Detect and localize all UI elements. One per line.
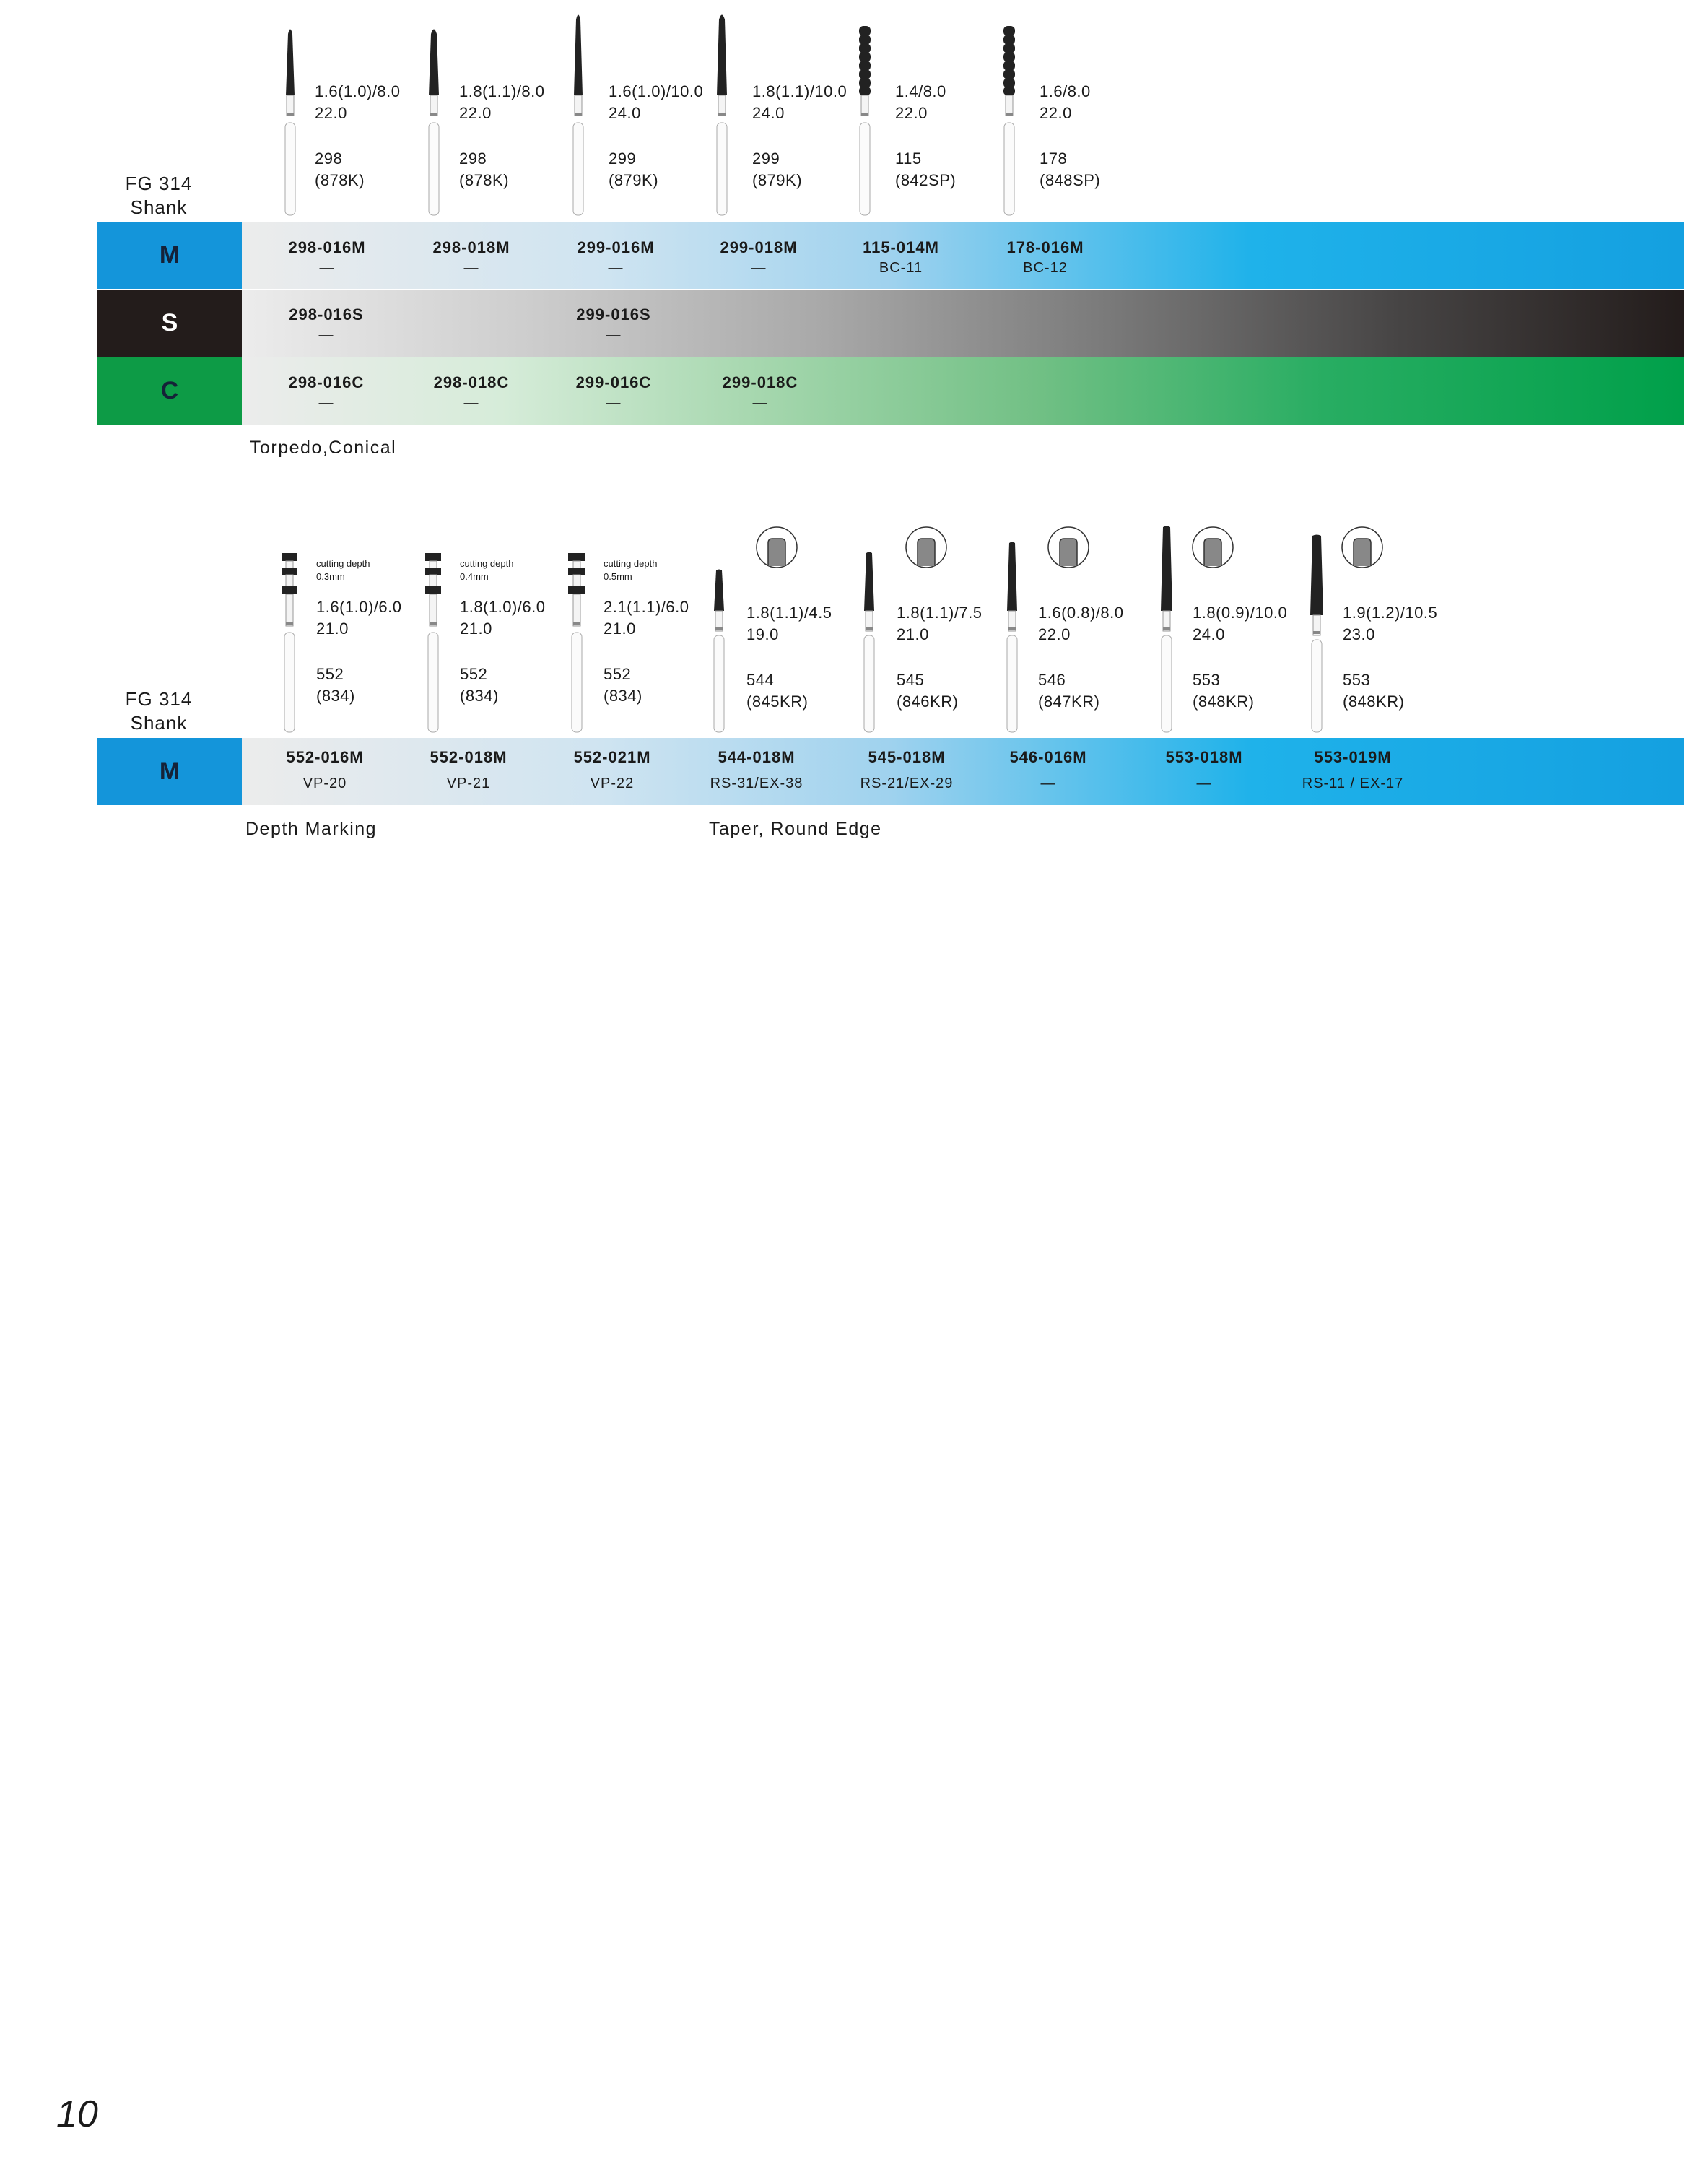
order-code-cell: 553-018M — (1165, 748, 1243, 791)
grit-label: M (97, 222, 242, 289)
order-code-cell: 544-018M RS-31/EX-38 (710, 748, 803, 791)
cutting-depth-label: cutting depth 0.4mm (460, 558, 514, 582)
cutting-depth-label: cutting depth 0.5mm (604, 558, 658, 582)
order-code-cell: 298-016S — (289, 305, 364, 343)
product-spec: 1.6/8.0 22.0 178 (848SP) (1040, 82, 1101, 189)
page-number: 10 (56, 2093, 98, 2135)
section-caption: Taper, Round Edge (709, 819, 882, 839)
order-code-cell: 298-018M — (432, 238, 510, 276)
product-spec: 1.6(1.0)/10.0 24.0 299 (879K) (609, 82, 704, 189)
product-spec: 1.6(1.0)/8.0 22.0 298 (878K) (315, 82, 401, 189)
product-spec: 1.4/8.0 22.0 115 (842SP) (895, 82, 957, 189)
order-code-cell: 299-018M — (720, 238, 798, 276)
round-edge-detail-icon (755, 526, 798, 569)
order-code-cell: 552-018M VP-21 (430, 748, 507, 791)
order-code-cell: 299-016C — (575, 373, 652, 411)
bur-torpedo-long-illustration (709, 9, 735, 217)
order-code-cell: 299-018C — (722, 373, 798, 411)
round-edge-detail-icon (905, 526, 948, 569)
product-spec: 1.8(1.0)/6.0 21.0 552 (834) (460, 598, 546, 705)
order-code-cell: 546-016M — (1009, 748, 1087, 791)
section-caption: Depth Marking (245, 819, 378, 839)
order-code-cell: 298-016C — (288, 373, 365, 411)
bur-depth-marking-illustration (564, 550, 590, 734)
product-spec: 1.6(0.8)/8.0 22.0 546 (847KR) (1038, 604, 1124, 711)
order-code-cell: 299-016S — (576, 305, 651, 343)
product-spec: 2.1(1.1)/6.0 21.0 552 (834) (604, 598, 689, 705)
shank-label: FG 314 Shank (125, 688, 193, 734)
order-code-cell: 178-016M BC-12 (1006, 238, 1084, 276)
bur-taper-round-edge-illustration (1304, 533, 1330, 734)
product-spec: 1.8(1.1)/4.5 19.0 544 (845KR) (746, 604, 832, 711)
bur-taper-round-edge-illustration (1154, 524, 1180, 734)
grit-label: M (97, 738, 242, 805)
order-code-cell: 552-016M VP-20 (286, 748, 364, 791)
order-code-cell: 299-016M — (577, 238, 655, 276)
bur-torpedo-long-illustration (565, 9, 591, 217)
bur-depth-marking-illustration (276, 550, 302, 734)
product-spec: 1.6(1.0)/6.0 21.0 552 (834) (316, 598, 402, 705)
bur-taper-round-edge-illustration (706, 568, 732, 734)
product-spec: 1.8(1.1)/8.0 22.0 298 (878K) (459, 82, 545, 189)
order-code-cell: 298-016M — (288, 238, 366, 276)
product-spec: 1.8(1.1)/10.0 24.0 299 (879K) (752, 82, 848, 189)
round-edge-detail-icon (1047, 526, 1090, 569)
cutting-depth-label: cutting depth 0.3mm (316, 558, 370, 582)
grit-label: C (97, 357, 242, 425)
order-code-cell: 545-018M RS-21/EX-29 (860, 748, 954, 791)
product-spec: 1.9(1.2)/10.5 23.0 553 (848KR) (1343, 604, 1438, 711)
bur-taper-round-edge-illustration (999, 540, 1025, 734)
bur-spiral-illustration (852, 25, 878, 217)
round-edge-detail-icon (1341, 526, 1384, 569)
order-code-cell: 298-018C — (433, 373, 510, 411)
order-code-cell: 553-019M RS-11 / EX-17 (1302, 748, 1404, 791)
order-code-cell: 115-014M BC-11 (863, 238, 939, 276)
bur-taper-round-edge-illustration (856, 550, 882, 734)
shank-label: FG 314 Shank (125, 173, 193, 218)
round-edge-detail-icon (1191, 526, 1234, 569)
section-caption: Torpedo,Conical (250, 438, 397, 458)
bur-torpedo-illustration (277, 23, 303, 217)
product-spec: 1.8(1.1)/7.5 21.0 545 (846KR) (897, 604, 982, 711)
bur-spiral-illustration (996, 25, 1022, 217)
grit-label: S (97, 290, 242, 357)
bur-depth-marking-illustration (420, 550, 446, 734)
product-spec: 1.8(0.9)/10.0 24.0 553 (848KR) (1193, 604, 1288, 711)
order-code-cell: 552-021M VP-22 (573, 748, 651, 791)
bur-torpedo-illustration (421, 23, 447, 217)
